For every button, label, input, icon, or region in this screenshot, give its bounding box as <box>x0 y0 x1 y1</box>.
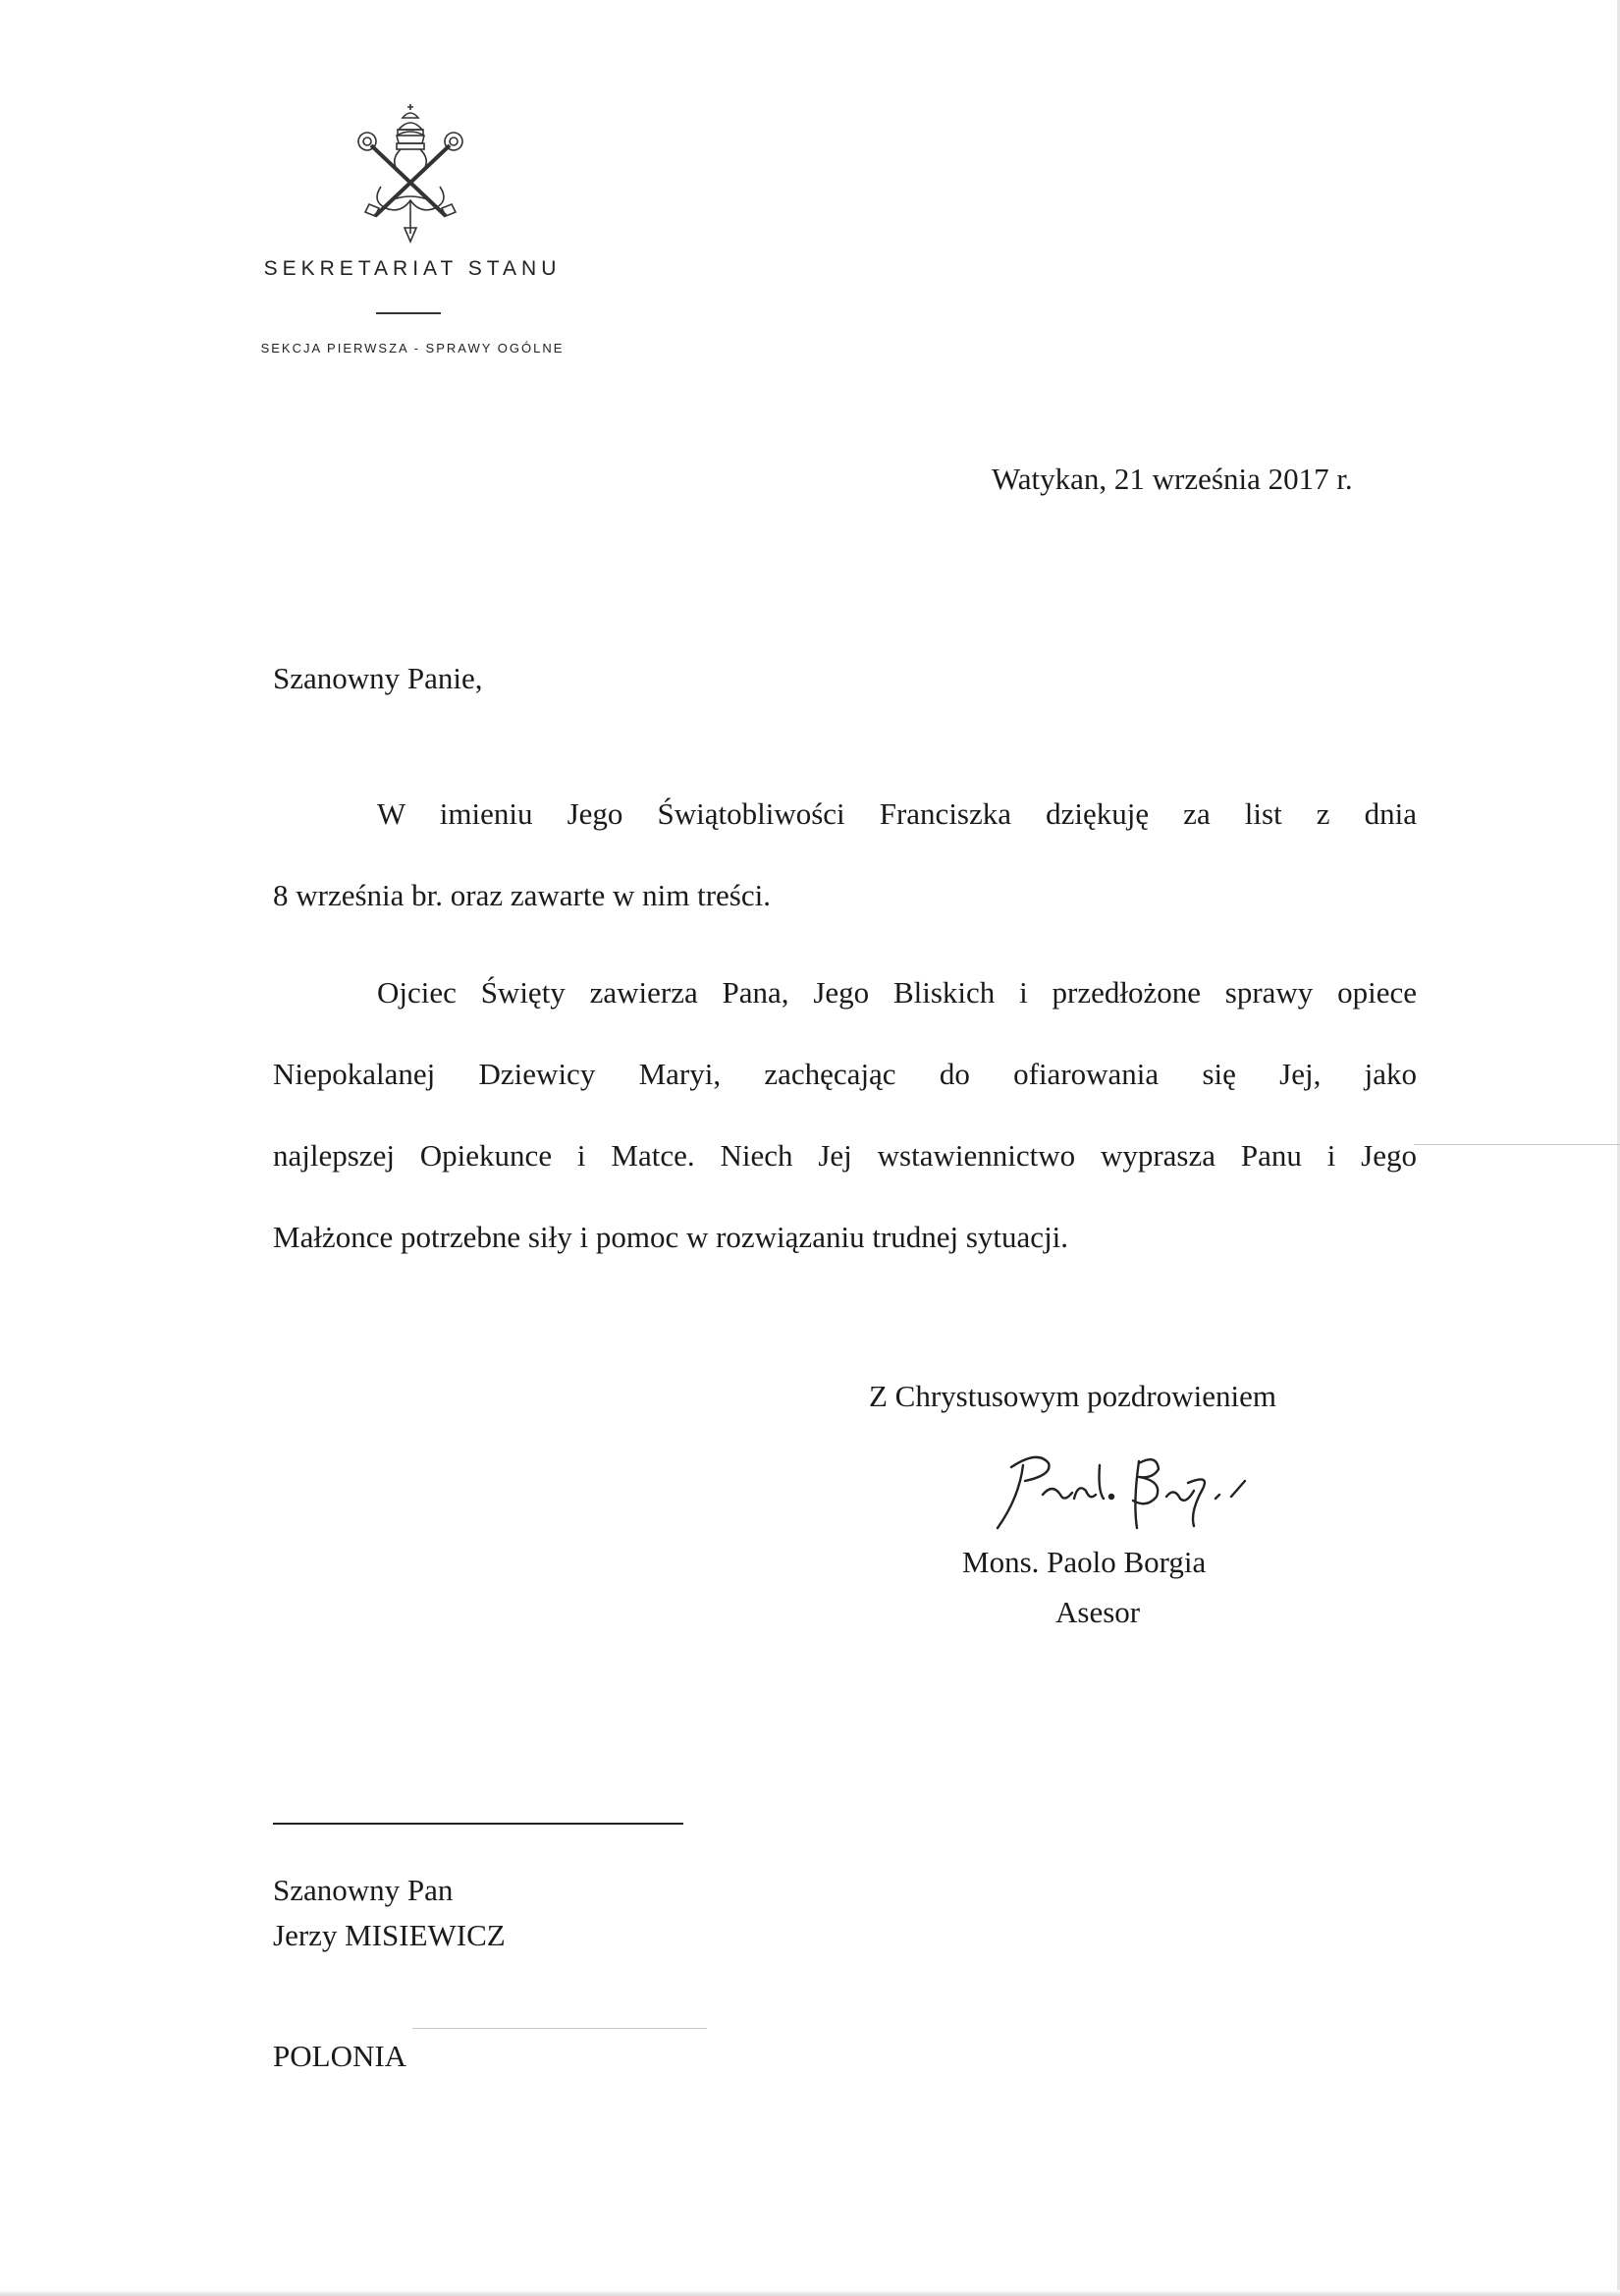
papal-keys-tiara-emblem-icon <box>351 98 469 246</box>
organization-name: SEKRETARIAT STANU <box>263 257 562 280</box>
letter-date: Watykan, 21 września 2017 r. <box>992 462 1353 496</box>
recipient-name: Jerzy MISIEWICZ <box>273 1918 506 1952</box>
address-divider <box>273 1823 683 1825</box>
signer-title: Asesor <box>1055 1595 1141 1629</box>
paragraph-line: najlepszej Opiekunce i Matce. Niech Jej wstawiennictwo wyprasza Panu i Jego <box>273 1138 1417 1173</box>
recipient-line: Szanowny Pan <box>273 1873 454 1907</box>
scan-artifact-line <box>412 2028 707 2029</box>
recipient-country: POLONIA <box>273 2039 407 2073</box>
scan-edge-bottom <box>0 2290 1620 2296</box>
signer-name: Mons. Paolo Borgia <box>962 1545 1207 1579</box>
salutation: Szanowny Panie, <box>273 661 483 695</box>
paragraph-line: Ojciec Święty zawierza Pana, Jego Bliskich i przedłożone sprawy opiece <box>377 975 1417 1010</box>
paragraph-line: W imieniu Jego Świątobliwości Franciszka dziękuję za list z dnia <box>377 796 1417 831</box>
handwritten-signature <box>984 1444 1249 1537</box>
organization-section: SEKCJA PIERWSZA - SPRAWY OGÓLNE <box>260 341 565 355</box>
closing-phrase: Z Chrystusowym pozdrowieniem <box>869 1379 1277 1413</box>
paragraph-line: Niepokalanej Dziewicy Maryi, zachęcając do ofiarowania się Jej, jako <box>273 1057 1417 1091</box>
paragraph-line: Małżonce potrzebne siły i pomoc w rozwiązaniu trudnej sytuacji. <box>273 1220 1069 1254</box>
letterhead-divider <box>376 312 441 314</box>
paragraph-line: 8 września br. oraz zawarte w nim treści. <box>273 878 771 912</box>
scan-artifact-line <box>1414 1144 1620 1145</box>
